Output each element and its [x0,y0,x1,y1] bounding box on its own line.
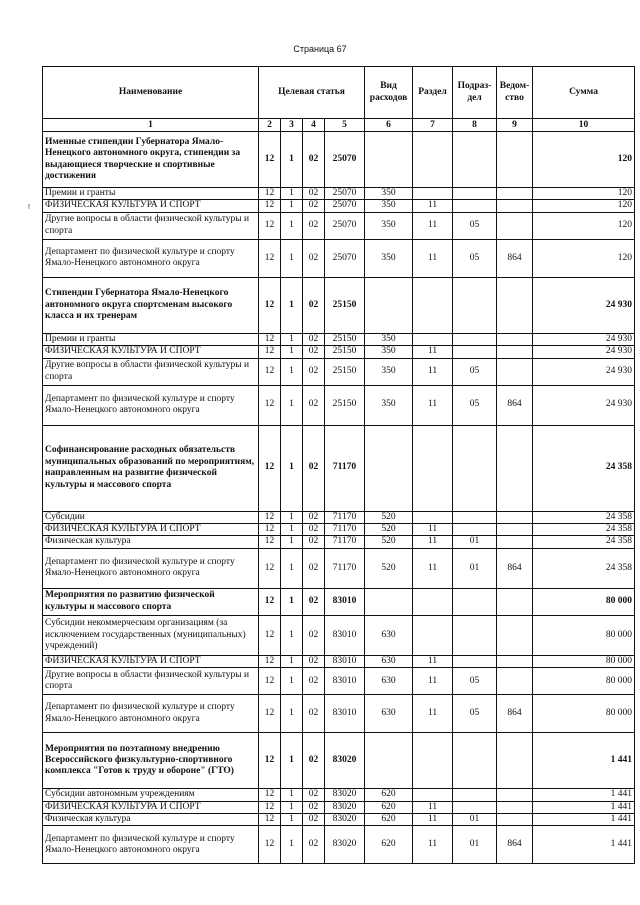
row-amount: 24 358 [533,536,635,548]
row-code-direction: 83020 [325,733,365,789]
table-row [43,733,635,789]
row-subsection [453,333,497,345]
row-section: 11 [413,346,453,358]
row-code-program: 12 [259,548,281,588]
row-code-program: 12 [259,132,281,188]
col-number: 9 [497,119,533,132]
row-code-direction: 71170 [325,511,365,523]
row-code-direction: 25150 [325,385,365,425]
table-row [43,789,635,801]
row-amount: 1 441 [533,789,635,801]
row-expense-type: 520 [365,511,413,523]
row-section: 11 [413,814,453,826]
row-section [413,132,453,188]
row-code-program: 12 [259,801,281,813]
row-amount: 1 441 [533,801,635,813]
table-row [43,277,635,333]
row-code-subprogram: 1 [281,548,303,588]
row-expense-type [365,132,413,188]
table-row [43,668,635,695]
row-department [497,814,533,826]
row-subsection [453,132,497,188]
row-subsection [453,277,497,333]
row-section: 11 [413,801,453,813]
row-amount: 120 [533,188,635,200]
row-expense-type: 520 [365,524,413,536]
row-code-direction: 83020 [325,826,365,864]
row-name: Именные стипендии Губернатора Ямало-Ненецкого автономного округа, стипендии за выдающиеся творческие и спортивные достижения [43,132,259,188]
row-code-subprogram: 1 [281,385,303,425]
row-code-program: 12 [259,511,281,523]
row-code-program: 12 [259,188,281,200]
row-code-direction: 25070 [325,132,365,188]
row-expense-type: 350 [365,346,413,358]
row-section [413,588,453,615]
row-amount: 80 000 [533,695,635,733]
row-department [497,132,533,188]
row-department: 864 [497,385,533,425]
col-number: 3 [281,119,303,132]
row-name: Мероприятия по развитию физической культуры и массового спорта [43,588,259,615]
row-subsection [453,588,497,615]
row-amount: 1 441 [533,814,635,826]
table-row [43,212,635,239]
row-subsection [453,789,497,801]
budget-table [42,66,635,864]
row-subsection: 05 [453,695,497,733]
row-department [497,588,533,615]
row-department [497,346,533,358]
row-subsection [453,425,497,511]
row-name: Физическая культура [43,814,259,826]
row-code-program: 12 [259,668,281,695]
row-department [497,511,533,523]
row-expense-type: 350 [365,239,413,277]
row-code-program: 12 [259,655,281,667]
row-name: ФИЗИЧЕСКАЯ КУЛЬТУРА И СПОРТ [43,200,259,212]
row-name: Субсидии [43,511,259,523]
row-expense-type: 520 [365,536,413,548]
row-section [413,733,453,789]
row-code-subprogram: 1 [281,524,303,536]
row-code-main: 02 [303,733,325,789]
row-code-main: 02 [303,801,325,813]
col-number: 1 [43,119,259,132]
row-name: Департамент по физической культуре и спорту Ямало-Ненецкого автономного округа [43,826,259,864]
table-row [43,695,635,733]
row-code-program: 12 [259,346,281,358]
row-code-direction: 25070 [325,212,365,239]
row-code-direction: 83020 [325,789,365,801]
row-code-main: 02 [303,668,325,695]
row-amount: 80 000 [533,655,635,667]
row-expense-type: 350 [365,188,413,200]
row-name: ФИЗИЧЕСКАЯ КУЛЬТУРА И СПОРТ [43,655,259,667]
row-name: Субсидии автономным учреждениям [43,789,259,801]
row-code-subprogram: 1 [281,655,303,667]
row-code-direction: 25070 [325,188,365,200]
row-subsection [453,200,497,212]
table-row [43,200,635,212]
row-section: 11 [413,655,453,667]
row-expense-type: 520 [365,548,413,588]
row-code-subprogram: 1 [281,789,303,801]
row-code-direction: 71170 [325,425,365,511]
col-header-podrazdel: Подраз-дел [453,67,497,119]
row-code-direction: 83010 [325,588,365,615]
row-code-program: 12 [259,333,281,345]
row-code-program: 12 [259,814,281,826]
row-subsection: 05 [453,239,497,277]
row-subsection: 05 [453,358,497,385]
row-code-program: 12 [259,524,281,536]
row-code-program: 12 [259,358,281,385]
row-expense-type: 630 [365,615,413,655]
row-code-main: 02 [303,425,325,511]
row-section: 11 [413,536,453,548]
row-name: Департамент по физической культуре и спорту Ямало-Ненецкого автономного округа [43,695,259,733]
row-section: 11 [413,212,453,239]
row-code-main: 02 [303,789,325,801]
row-subsection: 01 [453,826,497,864]
row-code-program: 12 [259,588,281,615]
table-row [43,425,635,511]
row-code-main: 02 [303,588,325,615]
row-code-subprogram: 1 [281,588,303,615]
row-expense-type [365,277,413,333]
col-number: 2 [259,119,281,132]
row-section: 11 [413,239,453,277]
row-department [497,655,533,667]
row-amount: 120 [533,212,635,239]
row-amount: 80 000 [533,668,635,695]
row-name: Софинансирование расходных обязательств муниципальных образований по мероприятиям, направленным на развитие физической культуры и массового спорта [43,425,259,511]
table-row [43,548,635,588]
row-code-main: 02 [303,814,325,826]
row-code-program: 12 [259,789,281,801]
row-department [497,789,533,801]
row-name: ФИЗИЧЕСКАЯ КУЛЬТУРА И СПОРТ [43,801,259,813]
row-code-program: 12 [259,536,281,548]
row-subsection [453,511,497,523]
row-department: 864 [497,826,533,864]
row-name: Физическая культура [43,536,259,548]
row-code-subprogram: 1 [281,333,303,345]
row-section [413,615,453,655]
row-code-main: 02 [303,212,325,239]
row-expense-type: 630 [365,655,413,667]
row-code-program: 12 [259,239,281,277]
row-code-program: 12 [259,212,281,239]
table-row [43,333,635,345]
row-code-program: 12 [259,425,281,511]
row-subsection [453,801,497,813]
row-name: Премии и гранты [43,333,259,345]
row-amount: 120 [533,200,635,212]
row-code-subprogram: 1 [281,801,303,813]
row-code-program: 12 [259,826,281,864]
row-expense-type: 350 [365,385,413,425]
table-row [43,358,635,385]
row-subsection [453,188,497,200]
row-code-subprogram: 1 [281,277,303,333]
row-expense-type: 350 [365,212,413,239]
row-amount: 24 358 [533,511,635,523]
row-code-direction: 71170 [325,536,365,548]
row-code-main: 02 [303,826,325,864]
row-subsection: 05 [453,212,497,239]
table-row [43,588,635,615]
row-amount: 1 441 [533,733,635,789]
row-code-subprogram: 1 [281,511,303,523]
row-name: ФИЗИЧЕСКАЯ КУЛЬТУРА И СПОРТ [43,524,259,536]
row-code-subprogram: 1 [281,733,303,789]
row-department: 864 [497,695,533,733]
col-header-name: Наименование [43,67,259,119]
row-code-subprogram: 1 [281,814,303,826]
row-code-subprogram: 1 [281,188,303,200]
row-code-program: 12 [259,695,281,733]
row-name: Департамент по физической культуре и спорту Ямало-Ненецкого автономного округа [43,385,259,425]
row-department [497,200,533,212]
row-section: 11 [413,200,453,212]
col-number: 4 [303,119,325,132]
col-number: 8 [453,119,497,132]
table-row [43,801,635,813]
table-row [43,536,635,548]
row-subsection: 01 [453,814,497,826]
row-section [413,333,453,345]
row-code-direction: 83010 [325,668,365,695]
row-subsection: 01 [453,536,497,548]
row-code-main: 02 [303,524,325,536]
row-amount: 1 441 [533,826,635,864]
row-section [413,789,453,801]
row-code-direction: 25150 [325,333,365,345]
row-code-main: 02 [303,333,325,345]
row-code-main: 02 [303,615,325,655]
row-expense-type: 620 [365,789,413,801]
row-code-main: 02 [303,695,325,733]
table-row [43,524,635,536]
row-department [497,188,533,200]
table-row [43,511,635,523]
row-name: Другие вопросы в области физической культуры и спорта [43,212,259,239]
row-subsection [453,615,497,655]
row-expense-type [365,733,413,789]
row-code-subprogram: 1 [281,615,303,655]
table-row [43,385,635,425]
table-row [43,132,635,188]
page-number-label: Страница 67 [293,44,347,54]
row-expense-type: 630 [365,668,413,695]
col-header-target: Целевая статья [259,67,365,119]
row-expense-type: 630 [365,695,413,733]
row-amount: 120 [533,132,635,188]
row-section: 11 [413,695,453,733]
row-name: ФИЗИЧЕСКАЯ КУЛЬТУРА И СПОРТ [43,346,259,358]
row-code-main: 02 [303,239,325,277]
table-row [43,188,635,200]
row-code-program: 12 [259,385,281,425]
row-code-subprogram: 1 [281,826,303,864]
row-section [413,277,453,333]
row-name: Мероприятия по поэтапному внедрению Всероссийского физкультурно-спортивного комплекса "Готов к труду и обороне" (ГТО) [43,733,259,789]
row-code-main: 02 [303,277,325,333]
row-subsection: 05 [453,668,497,695]
row-code-main: 02 [303,548,325,588]
table-row [43,615,635,655]
row-code-direction: 25150 [325,346,365,358]
row-department [497,733,533,789]
col-number: 6 [365,119,413,132]
row-code-direction: 83020 [325,814,365,826]
row-department [497,358,533,385]
col-number: 5 [325,119,365,132]
row-code-direction: 71170 [325,548,365,588]
row-amount: 24 358 [533,425,635,511]
row-subsection [453,524,497,536]
row-code-subprogram: 1 [281,358,303,385]
row-code-direction: 25150 [325,277,365,333]
row-code-subprogram: 1 [281,346,303,358]
row-name: Стипендии Губернатора Ямало-Ненецкого автономного округа спортсменам высокого класса и их тренерам [43,277,259,333]
table-row [43,826,635,864]
row-subsection: 01 [453,548,497,588]
row-code-direction: 83020 [325,801,365,813]
col-number: 7 [413,119,453,132]
table-row [43,814,635,826]
row-section [413,511,453,523]
row-code-main: 02 [303,536,325,548]
row-code-direction: 83010 [325,615,365,655]
row-code-main: 02 [303,188,325,200]
row-code-direction: 25070 [325,200,365,212]
row-code-main: 02 [303,346,325,358]
margin-mark: ᶠ [28,203,31,214]
row-name: Другие вопросы в области физической культуры и спорта [43,358,259,385]
row-subsection: 05 [453,385,497,425]
row-amount: 24 930 [533,358,635,385]
row-amount: 80 000 [533,615,635,655]
row-section [413,425,453,511]
row-expense-type: 620 [365,801,413,813]
row-department [497,425,533,511]
column-number-row [43,119,635,132]
row-code-subprogram: 1 [281,668,303,695]
table-row [43,239,635,277]
row-code-direction: 83010 [325,655,365,667]
row-name: Департамент по физической культуре и спорту Ямало-Ненецкого автономного округа [43,239,259,277]
row-department: 864 [497,548,533,588]
row-amount: 24 930 [533,277,635,333]
row-code-subprogram: 1 [281,200,303,212]
row-department [497,615,533,655]
row-section: 11 [413,385,453,425]
row-department [497,801,533,813]
row-expense-type [365,588,413,615]
row-amount: 24 358 [533,548,635,588]
row-department [497,333,533,345]
row-code-direction: 71170 [325,524,365,536]
row-expense-type: 350 [365,200,413,212]
row-department [497,524,533,536]
row-department [497,277,533,333]
row-name: Департамент по физической культуре и спорту Ямало-Ненецкого автономного округа [43,548,259,588]
col-number: 10 [533,119,635,132]
row-subsection [453,346,497,358]
row-section: 11 [413,668,453,695]
row-name: Премии и гранты [43,188,259,200]
row-subsection [453,655,497,667]
row-code-subprogram: 1 [281,536,303,548]
header-row [43,67,635,119]
row-amount: 120 [533,239,635,277]
table-row [43,655,635,667]
row-section [413,188,453,200]
row-code-subprogram: 1 [281,239,303,277]
row-code-main: 02 [303,200,325,212]
row-code-main: 02 [303,385,325,425]
row-amount: 24 930 [533,333,635,345]
row-code-program: 12 [259,277,281,333]
row-amount: 24 358 [533,524,635,536]
row-section: 11 [413,358,453,385]
row-department [497,536,533,548]
row-code-direction: 25070 [325,239,365,277]
col-header-razdel: Раздел [413,67,453,119]
row-expense-type: 350 [365,333,413,345]
row-code-subprogram: 1 [281,132,303,188]
row-code-main: 02 [303,655,325,667]
row-expense-type: 620 [365,826,413,864]
row-department: 864 [497,239,533,277]
row-department [497,212,533,239]
col-header-summa: Сумма [533,67,635,119]
row-expense-type [365,425,413,511]
row-expense-type: 350 [365,358,413,385]
row-section: 11 [413,524,453,536]
row-code-subprogram: 1 [281,425,303,511]
table-row [43,346,635,358]
row-expense-type: 620 [365,814,413,826]
row-code-main: 02 [303,511,325,523]
row-code-main: 02 [303,358,325,385]
row-code-subprogram: 1 [281,212,303,239]
row-code-direction: 83010 [325,695,365,733]
row-code-subprogram: 1 [281,695,303,733]
row-amount: 24 930 [533,385,635,425]
row-code-main: 02 [303,132,325,188]
row-section: 11 [413,548,453,588]
col-header-vedomstvo: Ведом-ство [497,67,533,119]
row-code-direction: 25150 [325,358,365,385]
row-department [497,668,533,695]
col-header-vid: Вид расходов [365,67,413,119]
row-amount: 80 000 [533,588,635,615]
row-code-program: 12 [259,615,281,655]
row-code-program: 12 [259,733,281,789]
row-subsection [453,733,497,789]
row-name: Субсидии некоммерческим организациям (за исключением государственных (муниципальных) учреждений) [43,615,259,655]
row-amount: 24 930 [533,346,635,358]
row-code-program: 12 [259,200,281,212]
row-name: Другие вопросы в области физической культуры и спорта [43,668,259,695]
row-section: 11 [413,826,453,864]
